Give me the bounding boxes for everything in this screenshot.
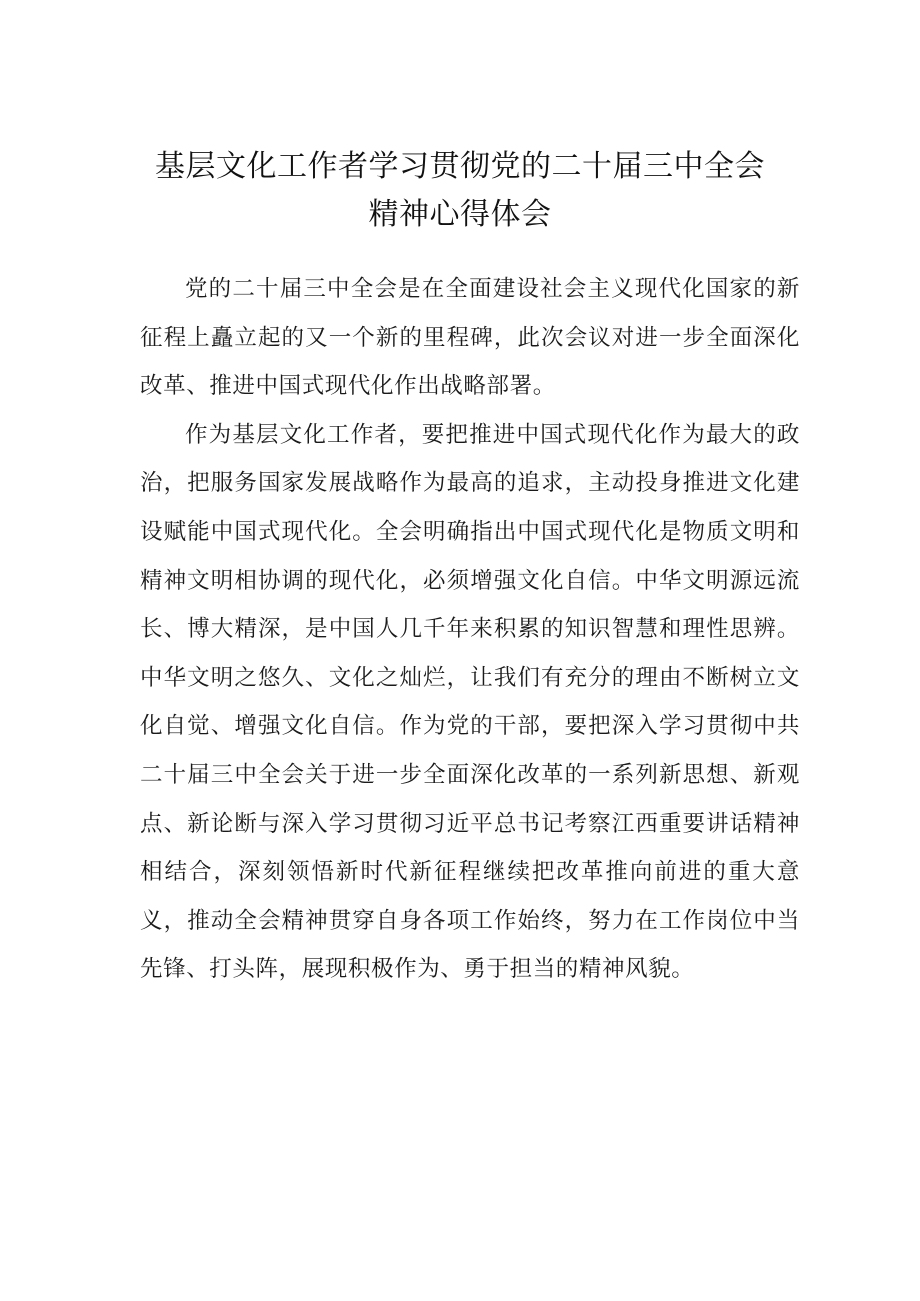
document-title-line-2: 精神心得体会	[368, 197, 552, 232]
document-body	[140, 265, 800, 994]
paragraph-2: 作为基层文化工作者，要把推进中国式现代化作为最大的政治，把服务国家发展战略作为最高的追求，主动投身推进文化建设赋能中国式现代化。全会明确指出中国式现代化是物质文明和精神文明相协调的现代化，必须增强文化自信。中华文明源远流长、博大精深，是中国人几千年来积累的知识智慧和理性思辨。中华文明之悠久、文化之灿烂，让我们有充分的理由不断树立文化自觉、增强文化自信。作为党的干部，要把深入学习贯彻中共二十届三中全会关于进一步全面深化改革的一系列新思想、新观点、新论断与深入学习贯彻习近平总书记考察江西重要讲话精神相结合，深刻领悟新时代新征程继续把改革推向前进的重大意义，推动全会精神贯穿自身各项工作始终，努力在工作岗位中当先锋、打头阵，展现积极作为、勇于担当的精神风貌。	[140, 421, 800, 983]
paragraph-1: 党的二十届三中全会是在全面建设社会主义现代化国家的新征程上矗立起的又一个新的里程碑，此次会议对进一步全面深化改革、推进中国式现代化作出战略部署。	[140, 276, 800, 400]
document-title-line-1: 基层文化工作者学习贯彻党的二十届三中全会	[155, 149, 765, 184]
